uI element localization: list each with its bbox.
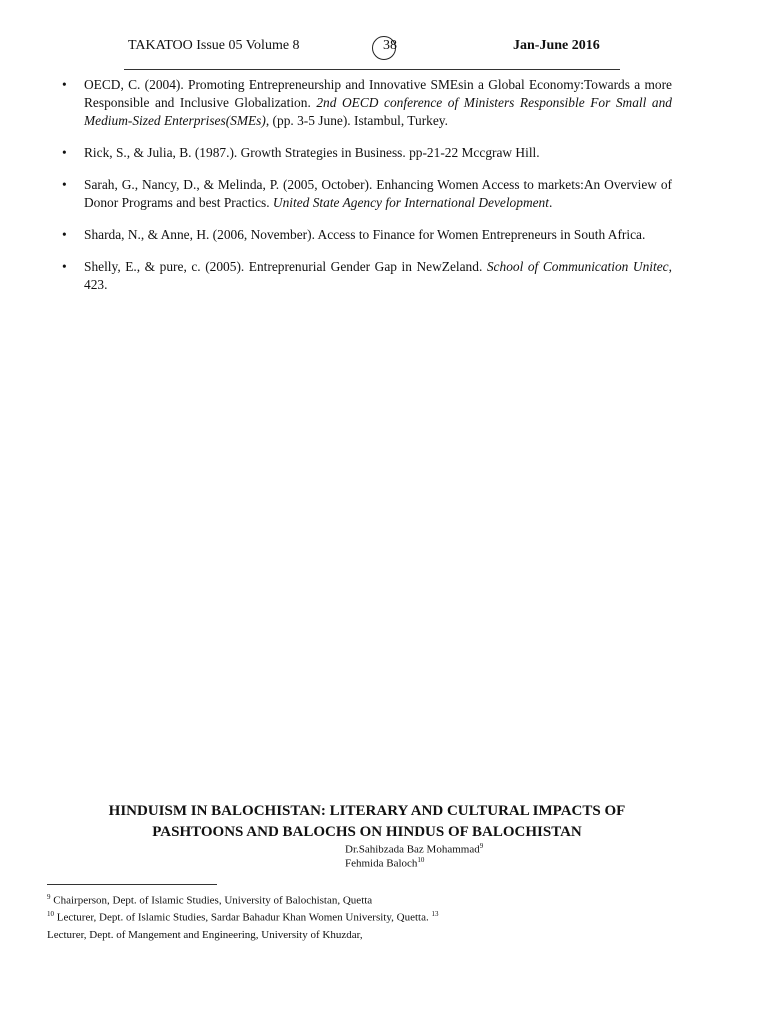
reference-tail: , 423. bbox=[84, 259, 672, 292]
header-rule bbox=[124, 69, 620, 70]
reference-source: School of Communication Unitec bbox=[486, 259, 669, 274]
footnote-marker: 9 bbox=[47, 893, 51, 901]
journal-header: TAKATOO Issue 05 Volume 8 bbox=[128, 38, 300, 53]
footnote-text: Chairperson, Dept. of Islamic Studies, University of Balochistan, Quetta bbox=[50, 894, 373, 907]
issue-date: Jan-June 2016 bbox=[513, 38, 600, 53]
bullet: • bbox=[62, 145, 67, 160]
reference-text: Sharda, N., & Anne, H. (2006, November). Access to Finance for Women Entrepreneurs in South Africa. bbox=[84, 227, 646, 242]
page-number: 38 bbox=[383, 38, 397, 53]
reference-text: Rick, S., & Julia, B. (1987.). Growth Strategies in Business. pp-21-22 Mccgraw Hill. bbox=[84, 145, 540, 160]
bullet: • bbox=[62, 77, 67, 92]
article-title-line-1: HINDUISM IN BALOCHISTAN: LITERARY AND CULTURAL IMPACTS OF bbox=[108, 803, 626, 819]
reference-source: United State Agency for International Development bbox=[272, 195, 549, 210]
article-title bbox=[40, 801, 694, 843]
page-number-badge bbox=[372, 36, 398, 60]
reference-source: 2nd OECD conference of Ministers Responsible For Small and Medium-Sized Enterprises(SMEs) bbox=[84, 95, 672, 128]
reference-text: OECD, C. (2004). Promoting Entrepreneurship and Innovative SMEsin a Global Economy:Towards a more Responsible and Inclusive Globalization. bbox=[84, 77, 672, 110]
reference-list bbox=[62, 76, 672, 308]
footnote-3: Lecturer, Dept. of Mangement and Engineering, University of Khuzdar, bbox=[47, 929, 363, 941]
bullet: • bbox=[62, 177, 67, 192]
bullet: • bbox=[62, 259, 67, 274]
reference-item bbox=[62, 226, 672, 244]
reference-tail: , (pp. 3-5 June). Istambul, Turkey. bbox=[265, 113, 448, 128]
reference-item bbox=[62, 144, 672, 162]
reference-tail: . bbox=[548, 195, 553, 210]
author-1-name: Dr.Sahibzada Baz Mohammad bbox=[345, 843, 480, 856]
bullet: • bbox=[62, 227, 67, 242]
footnote-marker: 13 bbox=[431, 910, 439, 918]
reference-item bbox=[62, 258, 672, 294]
footnote-2 bbox=[47, 910, 687, 924]
author-2 bbox=[345, 856, 424, 870]
footnote-marker: 9 bbox=[479, 842, 484, 850]
footnote-rule bbox=[47, 884, 217, 885]
reference-item bbox=[62, 176, 672, 212]
footnote-text: Lecturer, Dept. of Islamic Studies, Sardar Bahadur Khan Women University, Quetta. bbox=[54, 911, 432, 924]
footnote-marker: 10 bbox=[417, 856, 425, 864]
article-title-line-2: PASHTOONS AND BALOCHS ON HINDUS OF BALOCHISTAN bbox=[152, 824, 582, 840]
footnote-1 bbox=[47, 893, 687, 907]
reference-item bbox=[62, 76, 672, 130]
reference-text: Sarah, G., Nancy, D., & Melinda, P. (2005, October). Enhancing Women Access to markets:An Overview of Donor Programs and best Practics. bbox=[84, 177, 672, 210]
reference-text: Shelly, E., & pure, c. (2005). Entreprenurial Gender Gap in NewZeland. bbox=[84, 259, 487, 274]
footnote-marker: 10 bbox=[47, 910, 54, 918]
author-1 bbox=[345, 842, 483, 856]
author-2-name: Fehmida Baloch bbox=[345, 857, 418, 870]
